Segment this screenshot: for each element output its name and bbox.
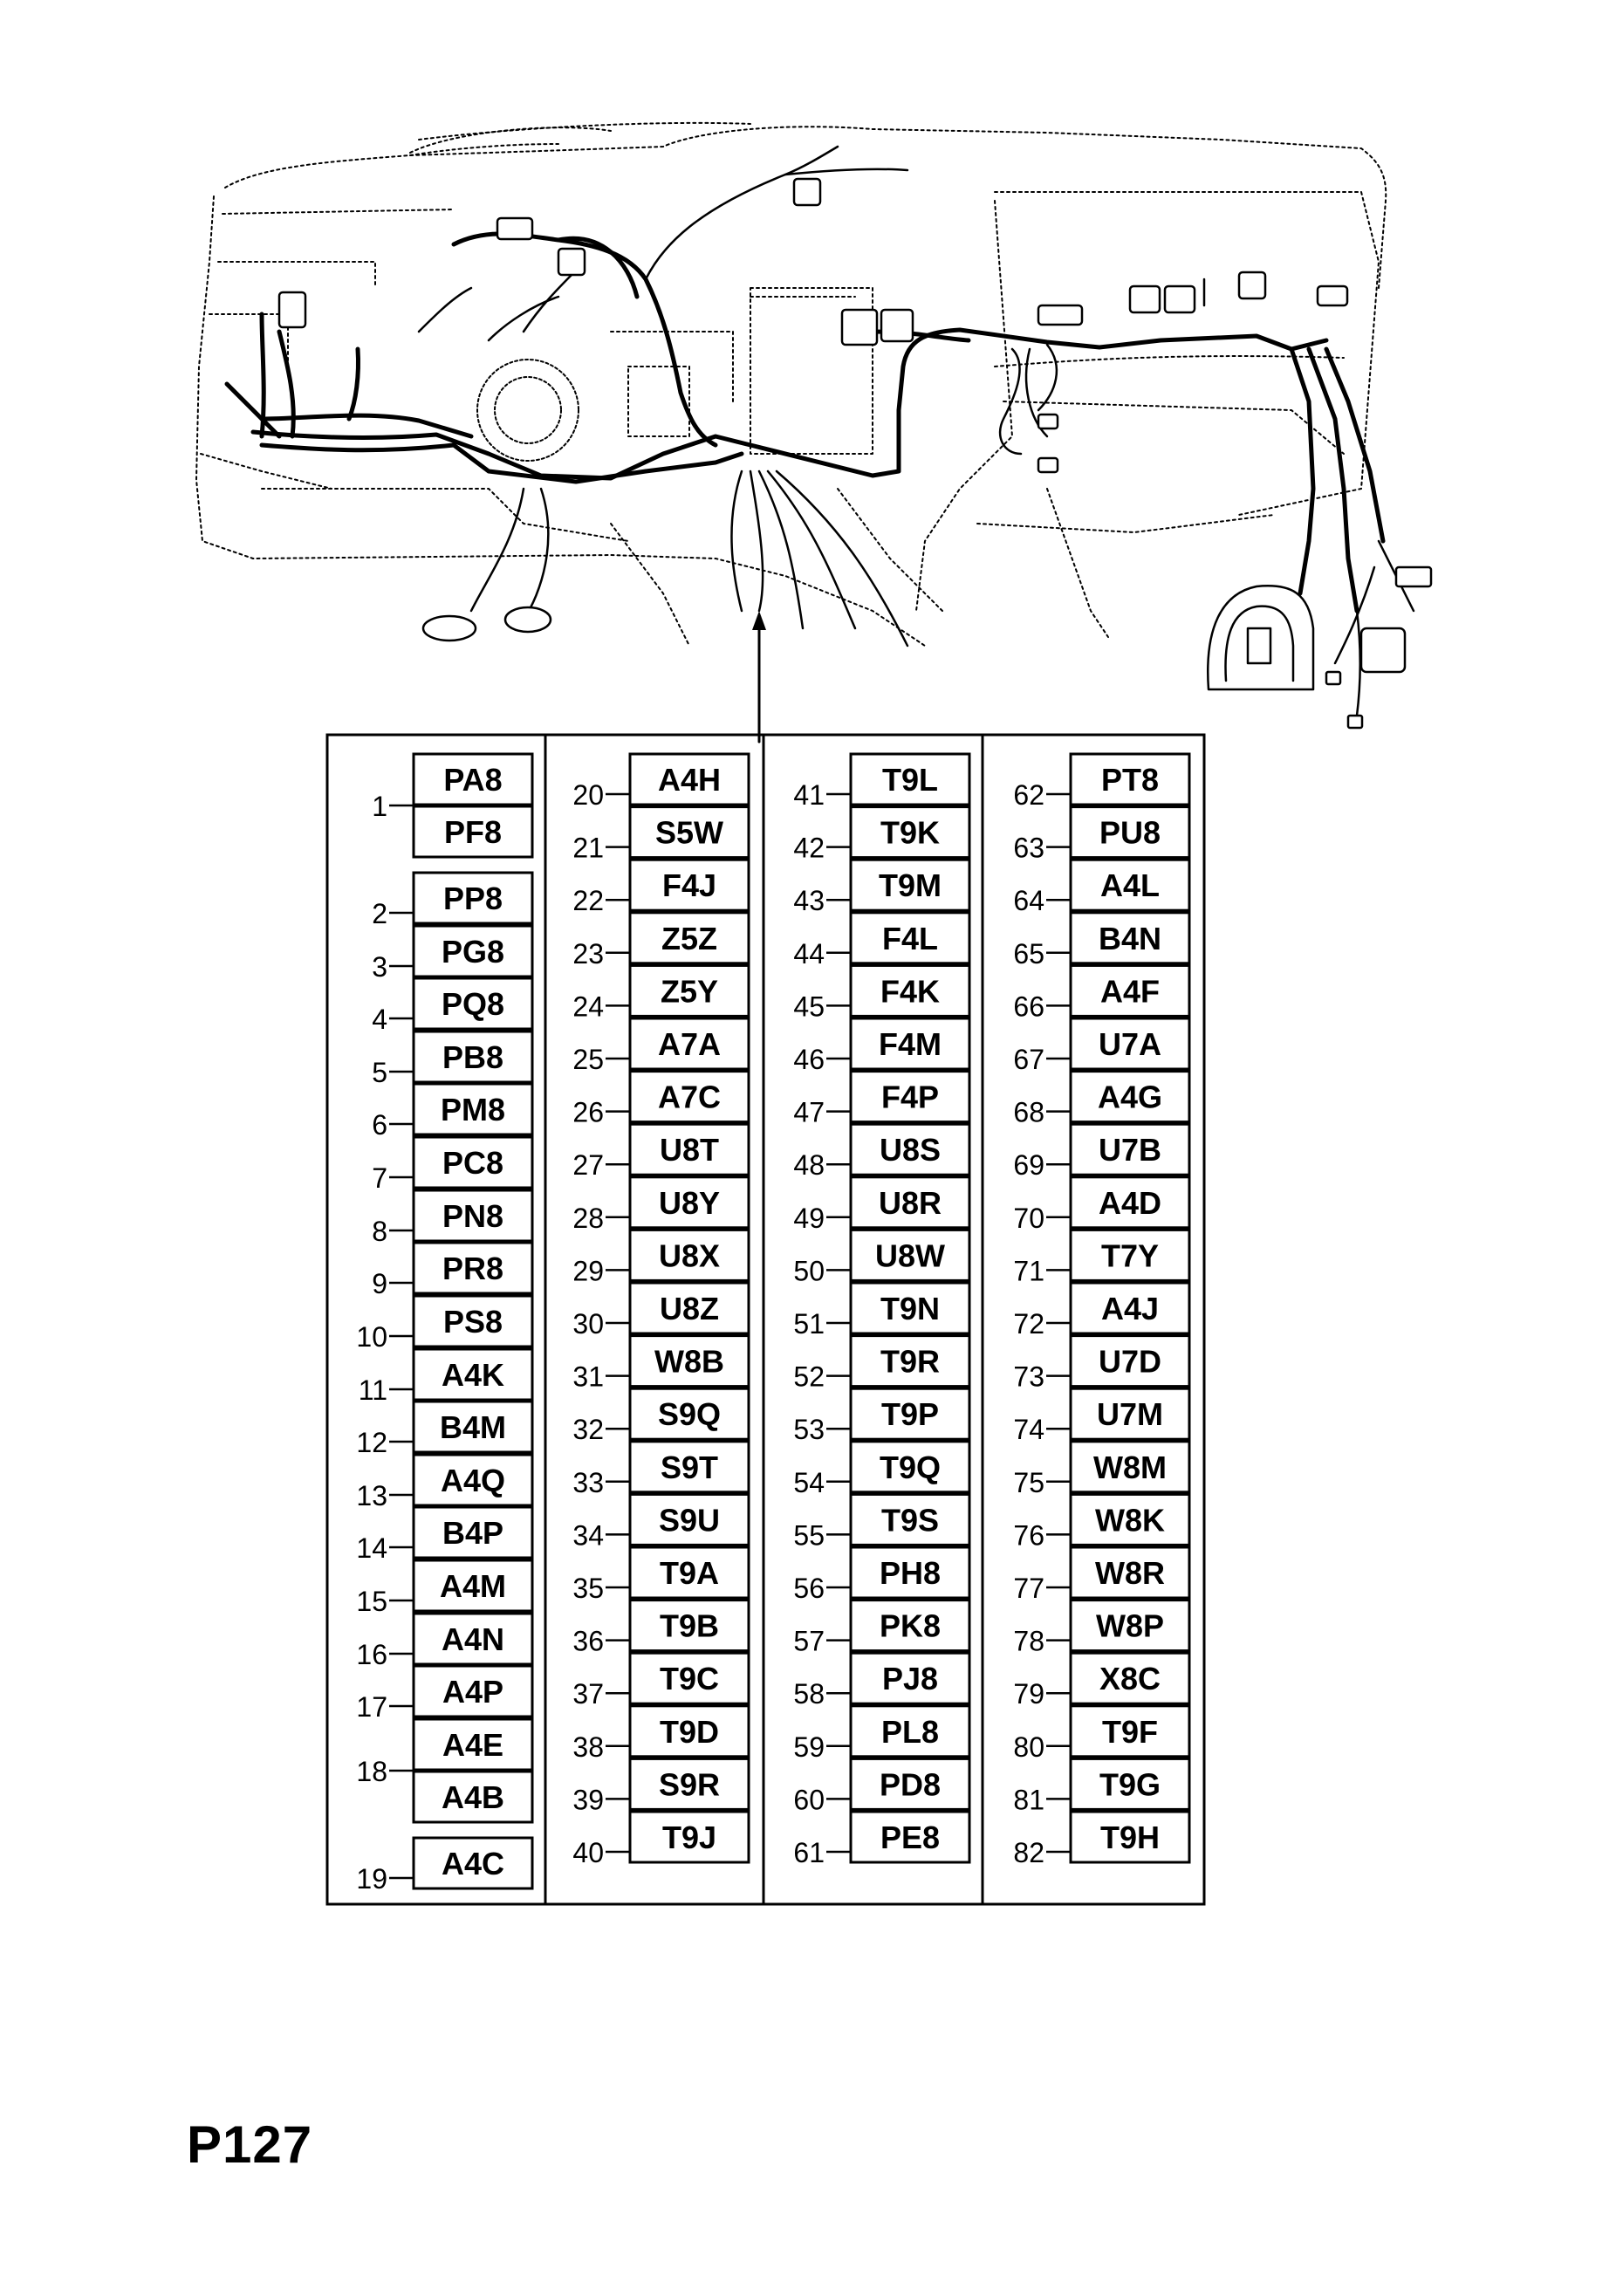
code-row (372, 1243, 532, 1299)
option-code: T9L (881, 762, 939, 798)
code-row (572, 860, 749, 916)
code-row (793, 1177, 969, 1234)
code-row (372, 1031, 532, 1088)
option-code: U8R (878, 1184, 942, 1221)
item-number: 72 (1013, 1308, 1044, 1340)
item-number: 21 (572, 832, 604, 864)
code-row (572, 1812, 749, 1868)
item-number: 52 (793, 1360, 825, 1393)
option-code: B4M (439, 1409, 507, 1445)
item-number: 11 (358, 1374, 387, 1406)
item-number: 26 (572, 1096, 604, 1128)
table-column-3 (793, 754, 969, 1868)
item-number: 81 (1013, 1784, 1044, 1816)
item-number: 44 (793, 937, 825, 970)
code-row (372, 1190, 532, 1247)
code-row (1013, 1442, 1189, 1498)
item-number: 64 (1013, 885, 1044, 917)
option-code: PD8 (879, 1766, 942, 1803)
option-code: T9H (1099, 1820, 1161, 1855)
option-code: F4P (880, 1079, 940, 1115)
item-number: 70 (1013, 1202, 1044, 1234)
code-row (572, 1072, 749, 1128)
item-number: 30 (572, 1308, 604, 1340)
item-number: 35 (572, 1573, 604, 1604)
option-code: A4Q (440, 1463, 506, 1498)
item-number: 2 (372, 898, 387, 929)
code-row (572, 1706, 749, 1763)
option-code: W8P (1095, 1607, 1165, 1644)
item-number: 1 (372, 791, 387, 822)
item-number: 15 (356, 1586, 387, 1617)
code-row (1013, 1072, 1189, 1128)
code-row (359, 1349, 532, 1406)
code-row (572, 754, 749, 811)
item-number: 18 (356, 1756, 387, 1787)
item-number: 46 (793, 1044, 825, 1075)
option-code: F4J (661, 867, 717, 904)
option-code: T9S (880, 1502, 940, 1539)
code-row (356, 1455, 532, 1511)
code-row (793, 913, 969, 970)
option-code: F4K (880, 973, 941, 1010)
item-number: 8 (372, 1216, 387, 1247)
option-code: PU8 (1099, 814, 1161, 851)
option-code: PA8 (443, 762, 503, 798)
item-number: 34 (572, 1519, 604, 1552)
code-row (356, 1719, 532, 1822)
option-code: PJ8 (881, 1661, 939, 1697)
code-row (572, 1388, 749, 1445)
code-row (793, 807, 969, 864)
option-code: U8W (875, 1237, 945, 1274)
option-code: F4M (879, 1026, 942, 1062)
item-number: 71 (1013, 1255, 1044, 1287)
option-code: PQ8 (441, 986, 505, 1022)
code-row (1013, 1283, 1189, 1340)
item-number: 58 (793, 1678, 825, 1710)
option-code: T9A (659, 1555, 720, 1591)
item-number: 50 (793, 1255, 825, 1287)
item-number: 25 (572, 1044, 604, 1075)
code-row (572, 965, 749, 1022)
code-row (1013, 1653, 1189, 1710)
option-code: B4P (442, 1515, 504, 1551)
option-code: PR8 (442, 1251, 504, 1286)
code-row (1013, 1494, 1189, 1551)
item-number: 14 (356, 1532, 387, 1564)
option-code: A7C (657, 1079, 722, 1115)
item-number: 45 (793, 990, 825, 1023)
option-code: PM8 (440, 1092, 506, 1127)
item-number: 49 (793, 1202, 825, 1234)
item-number: 16 (356, 1639, 387, 1670)
code-row (372, 873, 532, 929)
option-code: T9G (1099, 1766, 1161, 1803)
code-row (793, 1547, 969, 1604)
option-code: S5W (654, 814, 724, 851)
option-code: T9R (880, 1343, 941, 1380)
item-number: 20 (572, 779, 604, 811)
item-number: 77 (1013, 1573, 1044, 1604)
code-row (572, 1758, 749, 1815)
option-code: T7Y (1100, 1237, 1160, 1274)
code-row (793, 1124, 969, 1181)
code-row (793, 1758, 969, 1815)
option-code: PL8 (880, 1713, 940, 1750)
code-row (372, 978, 532, 1035)
option-code: A4B (441, 1779, 505, 1815)
option-code: A4N (441, 1621, 505, 1657)
code-row (1013, 1336, 1189, 1393)
code-row (793, 1600, 969, 1657)
code-row (1013, 965, 1189, 1022)
option-code: U7A (1098, 1026, 1162, 1062)
option-code: W8B (654, 1343, 724, 1380)
item-number: 74 (1013, 1414, 1044, 1446)
option-code: U8Z (659, 1291, 720, 1326)
code-row (572, 1600, 749, 1657)
option-code: T9Q (879, 1449, 942, 1485)
code-row (356, 1666, 532, 1723)
item-number: 65 (1013, 937, 1044, 970)
item-number: 67 (1013, 1044, 1044, 1075)
option-code: T9F (1101, 1713, 1159, 1750)
option-code: A4P (442, 1674, 504, 1710)
code-row (1013, 1706, 1189, 1763)
option-code: S9U (658, 1502, 721, 1539)
option-code: T9P (880, 1396, 940, 1433)
code-row (1013, 1018, 1189, 1075)
table-column-2 (572, 754, 749, 1868)
item-number: 24 (572, 990, 604, 1023)
option-code: PE8 (880, 1820, 941, 1855)
option-code: A4D (1098, 1184, 1162, 1221)
code-row (372, 926, 532, 983)
code-row (1013, 1124, 1189, 1181)
option-code: U8X (658, 1237, 721, 1274)
option-code: W8R (1095, 1555, 1165, 1591)
option-code: X8C (1099, 1661, 1161, 1697)
code-row (372, 754, 532, 857)
item-number: 4 (372, 1004, 387, 1035)
option-code: PC8 (442, 1145, 504, 1181)
option-code: S9Q (657, 1396, 722, 1433)
code-row (572, 913, 749, 970)
option-code: W8K (1095, 1502, 1165, 1539)
item-number: 60 (793, 1784, 825, 1816)
code-row (356, 1507, 532, 1564)
item-number: 59 (793, 1731, 825, 1763)
item-number: 76 (1013, 1519, 1044, 1552)
item-number: 9 (372, 1268, 387, 1299)
option-code: T9J (661, 1820, 717, 1855)
option-code: PH8 (879, 1555, 942, 1591)
item-number: 80 (1013, 1731, 1044, 1763)
option-code: T9B (659, 1607, 720, 1644)
code-row (572, 807, 749, 864)
option-code: F4L (881, 920, 939, 956)
option-code: U7M (1096, 1396, 1164, 1433)
item-number: 36 (572, 1625, 604, 1657)
code-row (1013, 860, 1189, 916)
item-number: 12 (356, 1427, 387, 1458)
code-row (793, 860, 969, 916)
code-row (793, 965, 969, 1022)
code-row (572, 1442, 749, 1498)
code-row (372, 1137, 532, 1194)
code-row (572, 1336, 749, 1393)
option-code: U8Y (658, 1184, 721, 1221)
item-number: 75 (1013, 1466, 1044, 1498)
page-label: P127 (187, 2115, 313, 2174)
code-row (572, 1177, 749, 1234)
option-code: B4N (1098, 920, 1162, 956)
code-row (793, 1283, 969, 1340)
item-number: 73 (1013, 1360, 1044, 1393)
code-row (793, 1230, 969, 1286)
code-row (1013, 1230, 1189, 1286)
item-number: 41 (793, 779, 825, 811)
code-row (793, 1388, 969, 1445)
code-row (372, 1084, 532, 1141)
code-row (572, 1018, 749, 1075)
item-number: 61 (793, 1837, 825, 1868)
code-row (793, 1018, 969, 1075)
option-code: A4J (1100, 1291, 1160, 1326)
option-code: A4K (441, 1357, 505, 1393)
code-row (572, 1653, 749, 1710)
item-number: 40 (572, 1837, 604, 1868)
code-row (572, 1494, 749, 1551)
option-code: W8M (1093, 1449, 1167, 1485)
item-number: 62 (1013, 779, 1044, 811)
code-row (356, 1560, 532, 1617)
option-code: PF8 (443, 814, 503, 850)
item-number: 37 (572, 1678, 604, 1710)
item-number: 47 (793, 1096, 825, 1128)
item-number: 33 (572, 1466, 604, 1498)
option-code: PS8 (442, 1304, 503, 1340)
code-row (1013, 1177, 1189, 1234)
item-number: 66 (1013, 990, 1044, 1023)
item-number: 28 (572, 1202, 604, 1234)
item-number: 79 (1013, 1678, 1044, 1710)
item-number: 31 (572, 1360, 604, 1393)
option-code: PG8 (441, 934, 505, 970)
option-code: Z5Y (660, 973, 719, 1010)
option-code: U8T (659, 1132, 720, 1169)
item-number: 32 (572, 1414, 604, 1446)
option-code: A4H (657, 762, 722, 798)
option-code: PK8 (879, 1607, 942, 1644)
option-code: A7A (657, 1026, 722, 1062)
code-row (793, 1442, 969, 1498)
option-code: A4M (439, 1568, 507, 1604)
item-number: 22 (572, 885, 604, 917)
option-code: T9K (880, 814, 941, 851)
item-number: 39 (572, 1784, 604, 1816)
code-row (572, 1283, 749, 1340)
option-code: A4C (441, 1846, 505, 1881)
option-code: A4F (1099, 973, 1161, 1010)
option-code: A4E (442, 1727, 504, 1763)
item-number: 13 (356, 1480, 387, 1511)
option-code: T9M (879, 867, 942, 904)
code-row (793, 1336, 969, 1393)
item-number: 55 (793, 1519, 825, 1552)
item-number: 43 (793, 885, 825, 917)
code-row (793, 1494, 969, 1551)
code-row (1013, 1600, 1189, 1657)
item-number: 6 (372, 1109, 387, 1141)
table-column-1 (356, 754, 532, 1895)
item-number: 38 (572, 1731, 604, 1763)
item-number: 57 (793, 1625, 825, 1657)
code-row (1013, 913, 1189, 970)
option-code: PT8 (1100, 762, 1160, 798)
option-code: T9D (659, 1713, 720, 1750)
option-code: U7D (1098, 1343, 1162, 1380)
code-row (356, 1614, 532, 1670)
option-code: S9R (658, 1766, 721, 1803)
code-row (1013, 1758, 1189, 1815)
item-number: 7 (372, 1162, 387, 1194)
code-row (572, 1124, 749, 1181)
code-row (793, 1653, 969, 1710)
option-code: PN8 (442, 1198, 504, 1234)
item-number: 69 (1013, 1149, 1044, 1182)
code-row (572, 1230, 749, 1286)
option-code: Z5Z (661, 920, 718, 956)
item-number: 63 (1013, 832, 1044, 864)
item-number: 51 (793, 1308, 825, 1340)
option-code: S9T (660, 1449, 719, 1485)
item-number: 3 (372, 951, 387, 983)
option-code: A4G (1097, 1079, 1163, 1115)
table-column-4 (1013, 754, 1189, 1868)
option-code: U7B (1098, 1132, 1162, 1169)
option-code: U8S (879, 1132, 942, 1169)
item-number: 48 (793, 1149, 825, 1182)
code-row (1013, 1547, 1189, 1604)
item-number: 78 (1013, 1625, 1044, 1657)
item-number: 5 (372, 1057, 387, 1088)
item-number: 19 (356, 1863, 387, 1895)
code-row (1013, 807, 1189, 864)
item-number: 23 (572, 937, 604, 970)
item-number: 54 (793, 1466, 825, 1498)
code-row (356, 1402, 532, 1458)
code-row (793, 1812, 969, 1868)
code-row (793, 754, 969, 811)
option-code: T9C (659, 1661, 720, 1697)
item-number: 53 (793, 1414, 825, 1446)
option-code: T9N (880, 1291, 941, 1326)
code-row (1013, 1812, 1189, 1868)
item-number: 56 (793, 1573, 825, 1604)
item-number: 17 (356, 1691, 387, 1723)
item-number: 68 (1013, 1096, 1044, 1128)
option-code: PB8 (442, 1039, 504, 1075)
item-number: 42 (793, 832, 825, 864)
item-number: 27 (572, 1149, 604, 1182)
code-row (793, 1072, 969, 1128)
code-row (1013, 1388, 1189, 1445)
item-number: 10 (356, 1321, 387, 1353)
code-row (1013, 754, 1189, 811)
option-code: A4L (1099, 867, 1161, 904)
option-code: PP8 (442, 881, 503, 916)
code-row (356, 1296, 532, 1353)
code-row (793, 1706, 969, 1763)
item-number: 29 (572, 1255, 604, 1287)
code-row (572, 1547, 749, 1604)
code-row (356, 1838, 532, 1895)
item-number: 82 (1013, 1837, 1044, 1868)
